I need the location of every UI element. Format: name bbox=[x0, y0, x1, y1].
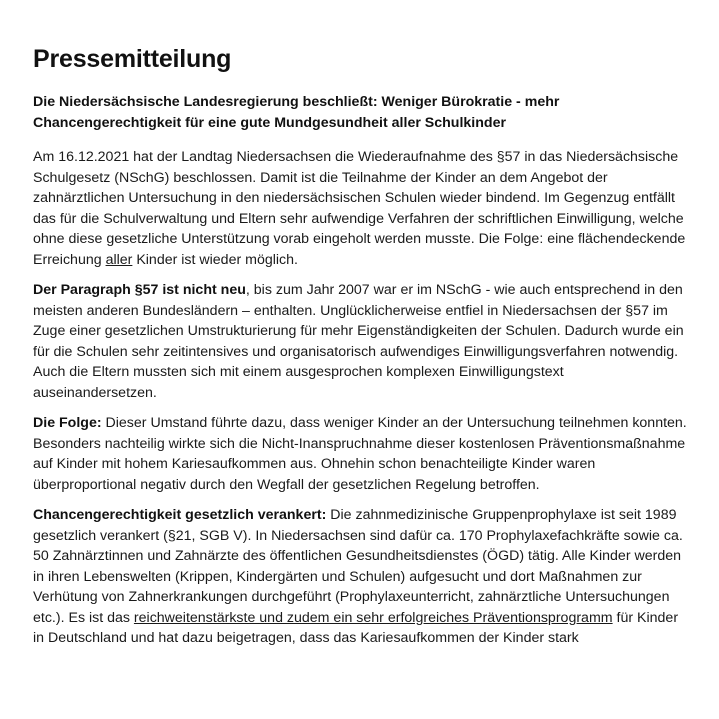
paragraph-lead-paragraph-57: Der Paragraph §57 ist nicht neu bbox=[33, 282, 246, 298]
paragraph-paragraph-57 bbox=[33, 280, 688, 403]
paragraph-intro-end: Kinder ist wieder möglich. bbox=[132, 251, 298, 268]
paragraph-lead-equal-opportunity: Chancengerechtigkeit gesetzlich verankert: bbox=[33, 507, 327, 523]
emphasis-aller: aller bbox=[105, 251, 133, 268]
press-release-subtitle: Die Niedersächsische Landesregierung beschließt: Weniger Bürokratie - mehr Chancengerechtigkeit für eine gute Mundgesundheit aller Schulkinder bbox=[33, 94, 560, 131]
page-title: Pressemitteilung bbox=[33, 45, 232, 73]
paragraph-consequence-text: Dieser Umstand führte dazu, dass weniger Kinder an der Untersuchung teilnehmen konnten. Besonders nachteilig wirkte sich die Nicht-Inanspruchnahme dieser kostenlosen Präventionsmaßnahme auf Kinder mit hohem Kariesaufkommen aus. Ohnehin schon benachteiligte Kinder waren überproportional negativ durch den Wegfall der gesetzlichen Regelung betroffen. bbox=[33, 415, 687, 493]
paragraph-intro-text: Am 16.12.2021 hat der Landtag Niedersachsen die Wiederaufnahme des §57 in das Niedersächsische Schulgesetz (NSchG) beschlossen. Damit ist die Teilnahme der Kinder an dem Angebot der zahnärztlichen Untersuchung in den niedersächsischen Schulen wieder bindend. Im Gegenzug entfällt das für die Schulverwaltung und Eltern sehr aufwendige Verfahren der schriftlichen Einwilligung, welche ohne diese gesetzliche Unterstützung vorab eingeholt werden musste. Die Folge: eine flächendeckende Erreichung bbox=[33, 149, 686, 268]
paragraph-consequence bbox=[33, 413, 688, 495]
paragraph-equal-opportunity-text: Die zahnmedizinische Gruppenprophylaxe ist seit 1989 gesetzlich verankert (§21, SGB V). In Niedersachsen sind dafür ca. 170 Prophylaxefachkräfte sowie ca. 50 Zahnärztinnen und Zahnärzte des öffentlichen Gesundheitsdienstes (ÖGD) tätig. Alle Kinder werden in ihren Lebenswelten (Krippen, Kindergärten und Schulen) aufgesucht und dort Maßnahmen zur Verhütung von Zahnerkrankungen durchgeführt (Prophylaxeunterricht, zahnärztliche Untersuchungen etc.). Es ist das bbox=[33, 507, 683, 626]
paragraph-paragraph-57-text: , bis zum Jahr 2007 war er im NSchG - wie auch entsprechend in den meisten anderen Bundesländern – enthalten. Unglücklicherweise entfiel in Niedersachsen der §57 im Zuge einer gesetzlichen Umstrukturierung für mehr Eigenständigkeiten der Schulen. Dadurch wurde ein für die Schulen sehr zeitintensives und organisatorisch aufwendiges Einwilligungsverfahren notwendig. Auch die Eltern mussten sich mit einem ausgesprochen komplexen Einwilligungstext auseinandersetzen. bbox=[33, 282, 684, 401]
paragraph-equal-opportunity-end: für Kinder in Deutschland und hat dazu beigetragen, dass das Kariesaufkommen der Kinder stark bbox=[33, 609, 679, 646]
paragraph-equal-opportunity bbox=[33, 505, 688, 649]
emphasis-prevention-program: reichweitenstärkste und zudem ein sehr erfolgreiches Präventionsprogramm bbox=[133, 609, 613, 626]
paragraph-lead-consequence: Die Folge: bbox=[33, 415, 102, 431]
document-page bbox=[33, 43, 688, 659]
paragraph-intro bbox=[33, 147, 688, 270]
